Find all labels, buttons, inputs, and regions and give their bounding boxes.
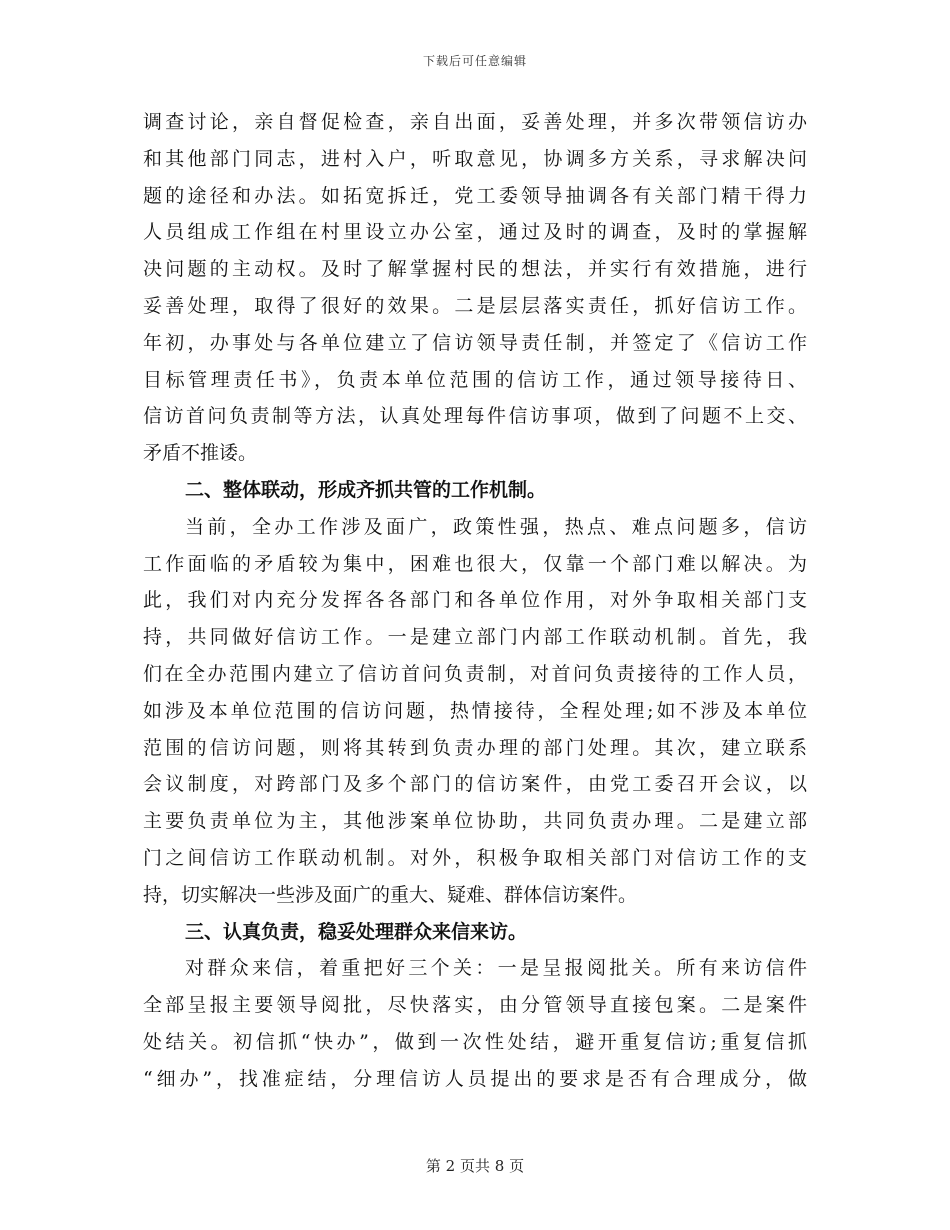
body-text-line: 如涉及本单位范围的信访问题，热情接待，全程处理;如不涉及本单位 <box>143 699 807 722</box>
section-heading: 二、整体联动，形成齐抓共管的工作机制。 <box>185 478 547 501</box>
body-text-line: 此，我们对内充分发挥各各部门和各单位作用，对外争取相关部门支 <box>143 589 807 612</box>
document-body <box>143 104 807 1098</box>
body-text-line: “细办”，找准症结，分理信访人员提出的要求是否有合理成分，做 <box>143 1067 807 1090</box>
body-text-line: 矛盾不推诿。 <box>143 442 258 465</box>
page-number: 第 2 页共 8 页 <box>425 1157 525 1175</box>
body-text-line: 处结关。初信抓“快办”，做到一次性处结，避开重复信访;重复信抓 <box>143 1030 807 1053</box>
body-text-line: 目标管理责任书》，负责本单位范围的信访工作，通过领导接待日、 <box>143 368 807 391</box>
body-text-line: 题的途径和办法。如拓宽拆迁，党工委领导抽调各有关部门精干得力 <box>143 184 807 207</box>
body-text-line: 范围的信访问题，则将其转到负责办理的部门处理。其次，建立联系 <box>143 736 807 759</box>
body-text-line: 当前，全办工作涉及面广，政策性强，热点、难点问题多，信访 <box>185 515 807 538</box>
body-text-line: 年初，办事处与各单位建立了信访领导责任制，并签定了《信访工作 <box>143 331 807 354</box>
body-text-line: 全部呈报主要领导阅批，尽快落实，由分管领导直接包案。二是案件 <box>143 994 807 1017</box>
body-text-line: 妥善处理，取得了很好的效果。二是层层落实责任，抓好信访工作。 <box>143 294 807 317</box>
body-text-line: 工作面临的矛盾较为集中，困难也很大，仅靠一个部门难以解决。为 <box>143 552 807 575</box>
body-text-line: 对群众来信，着重把好三个关：一是呈报阅批关。所有来访信件 <box>185 957 807 980</box>
body-text-line: 持，切实解决一些涉及面广的重大、疑难、群体信访案件。 <box>143 883 638 906</box>
body-text-line: 主要负责单位为主，其他涉案单位协助，共同负责办理。二是建立部 <box>143 810 807 833</box>
page-header-note: 下载后可任意编辑 <box>422 54 527 68</box>
section-heading: 三、认真负责，稳妥处理群众来信来访。 <box>185 920 528 943</box>
body-text-line: 调查讨论，亲自督促检查，亲自出面，妥善处理，并多次带领信访办 <box>143 111 807 133</box>
body-text-line: 信访首问负责制等方法，认真处理每件信访事项，做到了问题不上交、 <box>143 405 807 428</box>
body-text-line: 持，共同做好信访工作。一是建立部门内部工作联动机制。首先，我 <box>143 626 807 649</box>
body-text-line: 们在全办范围内建立了信访首问负责制，对首问负责接待的工作人员， <box>143 662 807 685</box>
body-text-line: 门之间信访工作联动机制。对外，积极争取相关部门对信访工作的支 <box>143 846 807 869</box>
body-text-line: 人员组成工作组在村里设立办公室，通过及时的调查，及时的掌握解 <box>143 221 807 244</box>
body-text-line: 和其他部门同志，进村入户，听取意见，协调多方关系，寻求解决问 <box>143 147 807 170</box>
body-text-line: 决问题的主动权。及时了解掌握村民的想法，并实行有效措施，进行 <box>143 258 807 281</box>
body-text-line: 会议制度，对跨部门及多个部门的信访案件，由党工委召开会议，以 <box>143 773 807 796</box>
